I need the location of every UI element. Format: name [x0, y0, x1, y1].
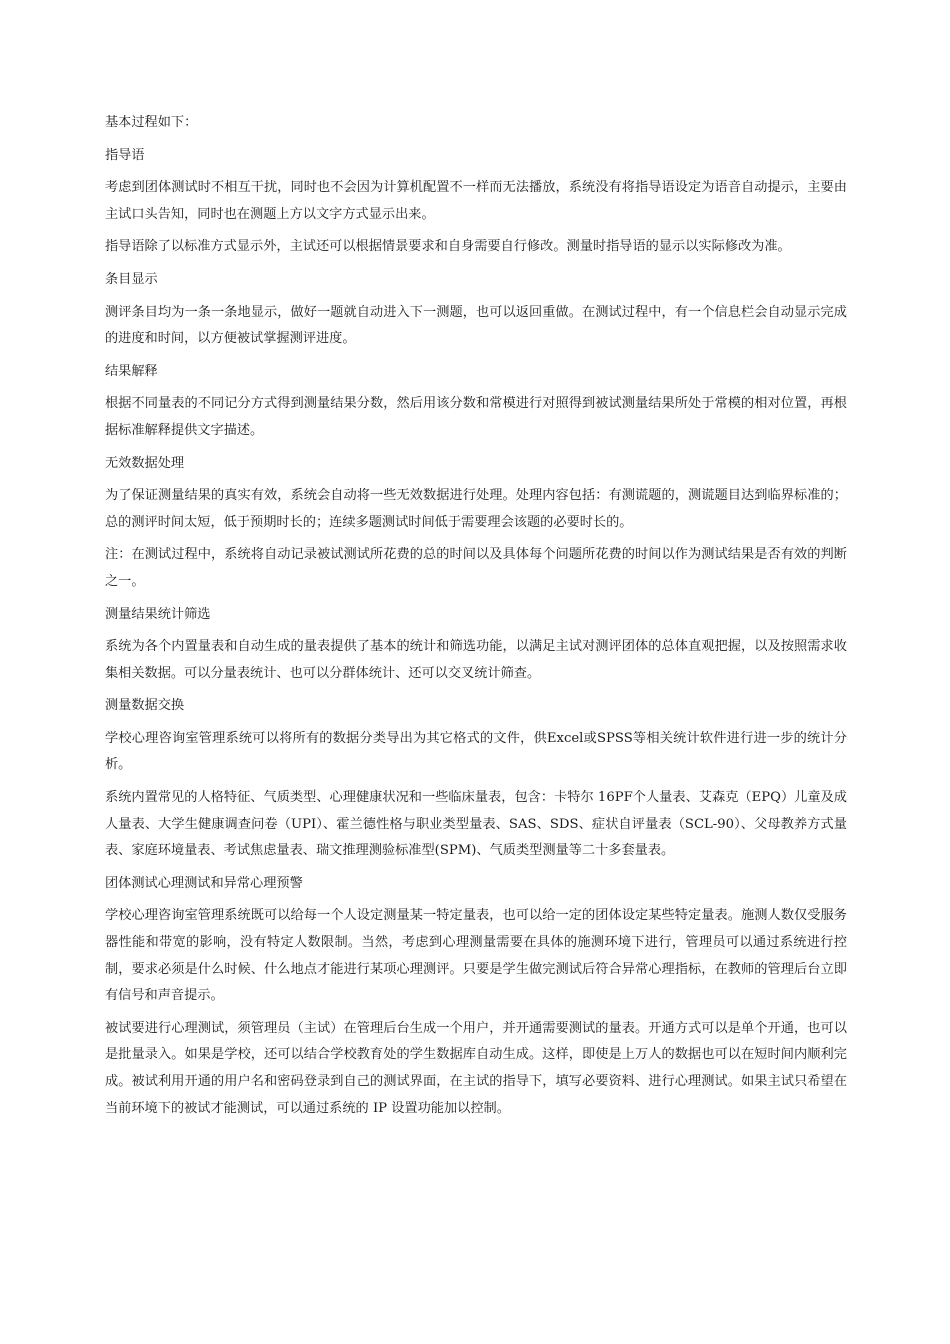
section-heading-group-testing: 团体测试心理测试和异常心理预警 [105, 875, 303, 891]
paragraph: 考虑到团体测试时不相互干扰，同时也不会因为计算机配置不一样而无法播放，系统没有将指导语设定为语音自动提示，主要由主试口头告知，同时也在测题上方以文字方式显示出来。 [105, 180, 847, 222]
paragraph: 被试要进行心理测试，须管理员（主试）在管理后台生成一个用户，并开通需要测试的量表。开通方式可以是单个开通，也可以是批量录入。如果是学校，还可以结合学校教育处的学生数据库自动生成。这样，即使是上万人的数据也可以在短时间内顺利完成。被试利用开通的用户名和密码登录到自己的测试界面，在主试的指导下，填写必要资料、进行心理测试。如果主试只希望在当前环境下的被试才能测试，可以通过系统的 IP 设置功能加以控制。 [105, 1020, 847, 1116]
paragraph: 学校心理咨询室管理系统可以将所有的数据分类导出为其它格式的文件，供Excel或SPSS等相关统计软件进行进一步的统计分析。 [105, 730, 847, 773]
paragraph: 测评条目均为一条一条地显示，做好一题就自动进入下一测题，也可以返回重做。在测试过程中，有一个信息栏会自动显示完成的进度和时间，以方便被试掌握测评进度。 [105, 304, 847, 347]
paragraph: 根据不同量表的不同记分方式得到测量结果分数，然后用该分数和常模进行对照得到被试测量结果所处于常模的相对位置，再根据标准解释提供文字描述。 [105, 396, 847, 438]
section-heading-data-exchange: 测量数据交换 [105, 698, 185, 714]
intro-line: 基本过程如下： [105, 115, 198, 130]
section-heading-item-display: 条目显示 [105, 271, 158, 287]
document-body [105, 110, 847, 1128]
paragraph: 学校心理咨询室管理系统既可以给每一个人设定测量某一特定量表，也可以给一定的团体设定某些特定量表。施测人数仅受服务器性能和带宽的影响，没有特定人数限制。当然，考虑到心理测量需要在具体的施测环境下进行，管理员可以通过系统进行控制，要求必须是什么时候、什么地点才能进行某项心理测评。只要是学生做完测试后符合异常心理指标，在教师的管理后台立即有信号和声音提示。 [105, 908, 847, 1004]
section-heading-result-interpretation: 结果解释 [105, 363, 158, 379]
paragraph: 为了保证测量结果的真实有效，系统会自动将一些无效数据进行处理。处理内容包括：有测谎题的，测谎题目达到临界标准的；总的测评时间太短，低于预期时长的；连续多题测试时间低于需要理会该题的必要时长的。 [105, 488, 847, 530]
section-heading-invalid-data: 无效数据处理 [105, 455, 185, 471]
section-heading-instructions: 指导语 [105, 147, 145, 163]
paragraph: 系统为各个内置量表和自动生成的量表提供了基本的统计和筛选功能，以满足主试对测评团体的总体直观把握，以及按照需求收集相关数据。可以分量表统计、也可以分群体统计、还可以交叉统计筛查。 [105, 639, 847, 681]
paragraph: 指导语除了以标准方式显示外，主试还可以根据情景要求和自身需要自行修改。测量时指导语的显示以实际修改为准。 [105, 239, 791, 255]
section-heading-statistics: 测量结果统计筛选 [105, 606, 211, 622]
paragraph-note: 注：在测试过程中，系统将自动记录被试测试所花费的总的时间以及具体每个问题所花费的时间以作为测试结果是否有效的判断之一。 [105, 547, 847, 589]
paragraph: 系统内置常见的人格特征、气质类型、心理健康状况和一些临床量表，包含：卡特尔 16PF个人量表、艾森克（EPQ）儿童及成人量表、大学生健康调查问卷（UPI）、霍兰德性格与职业类型量表、SAS、SDS、症状自评量表（SCL-90）、父母教养方式量表、家庭环境量表、考试焦虑量表、瑞文推理测验标准型(SPM)、气质类型测量等二十多套量表。 [105, 790, 847, 859]
